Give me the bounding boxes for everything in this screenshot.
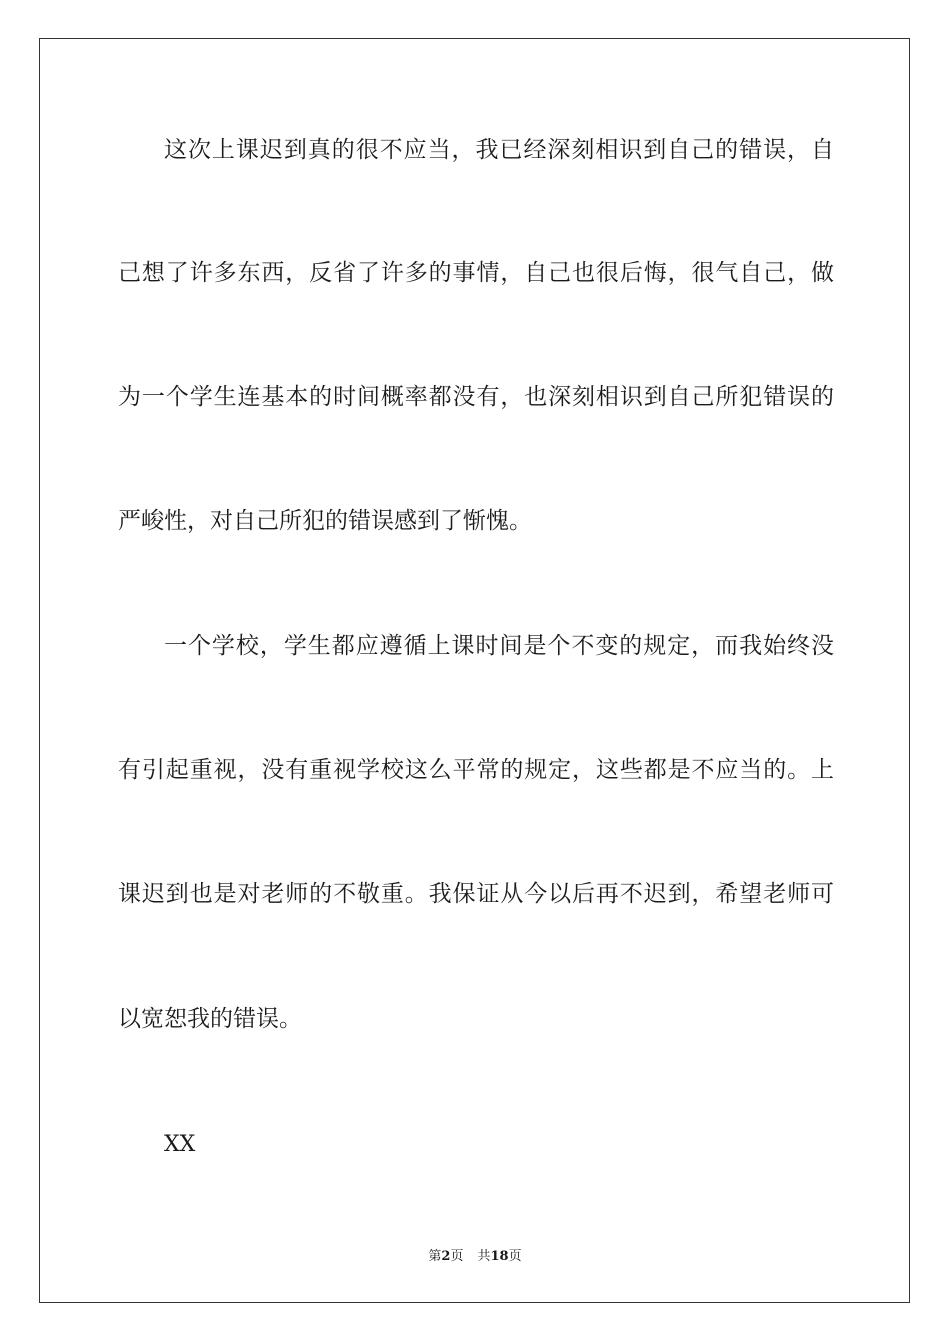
page-number: 2 <box>441 1249 451 1264</box>
paragraph-1-line-1: 这次上课迟到真的很不应当，我已经深刻相识到自己的错误，自 <box>164 137 834 163</box>
total-suffix: 页 <box>508 1249 522 1264</box>
page-footer <box>0 1248 950 1266</box>
paragraph-2-line-3: 课迟到也是对老师的不敬重。我保证从今以后再不迟到，希望老师可 <box>118 881 834 907</box>
paragraph-1-line-4: 严峻性，对自己所犯的错误感到了惭愧。 <box>118 508 532 534</box>
paragraph-2-line-4: 以宽恕我的错误。 <box>118 1006 302 1032</box>
paragraph-1-line-3: 为一个学生连基本的时间概率都没有，也深刻相识到自己所犯错误的 <box>118 384 834 410</box>
signature: XX <box>164 1132 196 1157</box>
page-prefix: 第 <box>428 1249 442 1264</box>
total-pages: 18 <box>490 1249 509 1264</box>
page-suffix: 页 <box>450 1249 464 1264</box>
total-prefix: 共 <box>477 1249 491 1264</box>
page-border <box>39 38 910 1303</box>
paragraph-2-line-2: 有引起重视，没有重视学校这么平常的规定，这些都是不应当的。上 <box>118 757 834 783</box>
paragraph-2-line-1: 一个学校，学生都应遵循上课时间是个不变的规定，而我始终没 <box>164 633 834 659</box>
paragraph-1-line-2: 己想了许多东西，反省了许多的事情，自己也很后悔，很气自己，做 <box>118 260 834 286</box>
